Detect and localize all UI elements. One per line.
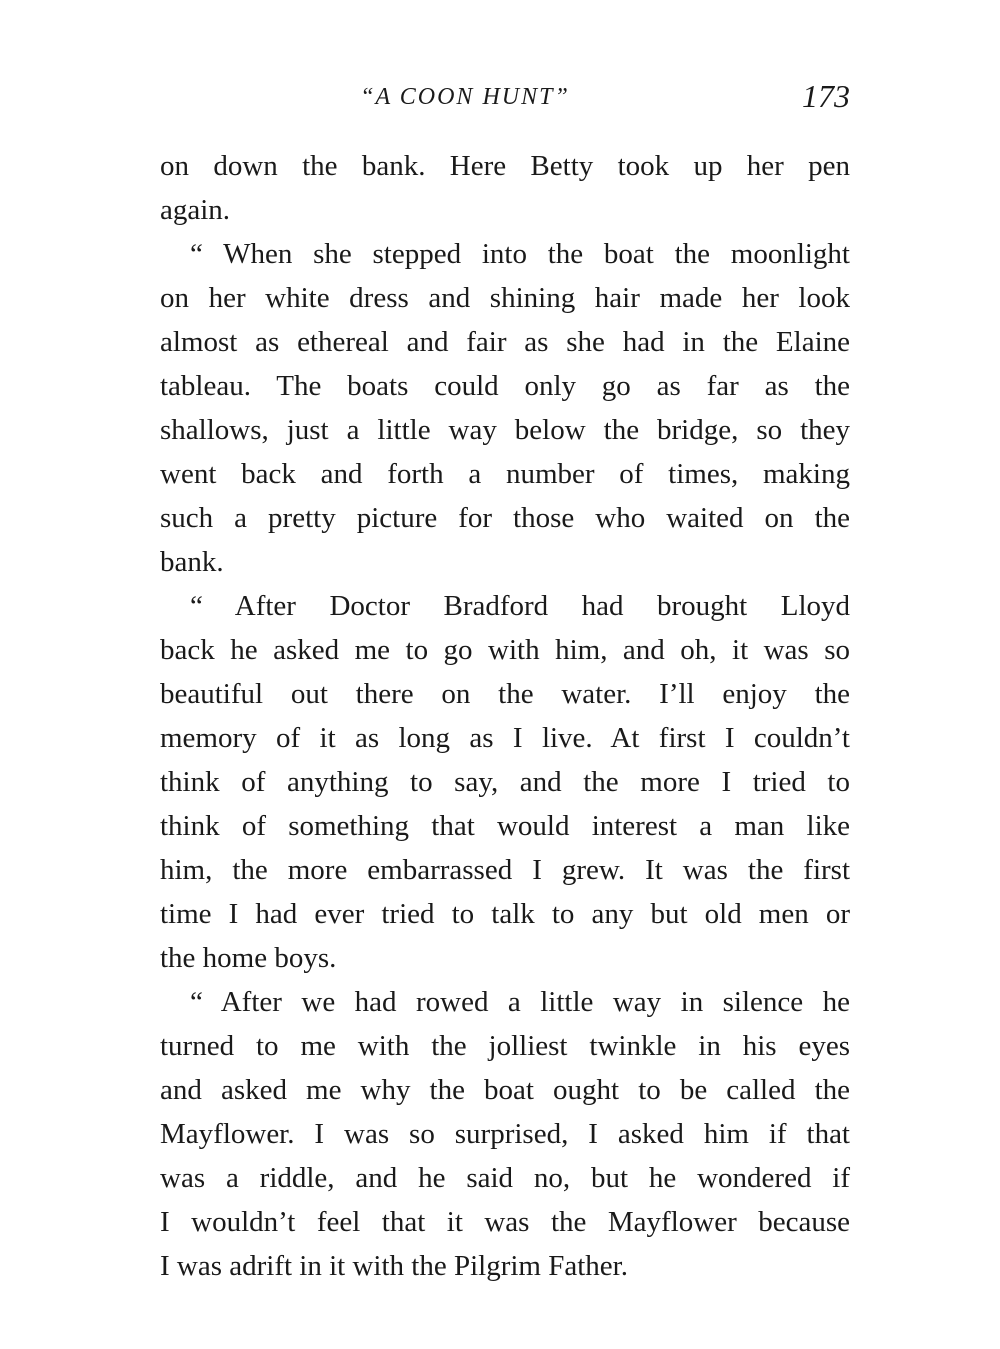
text-line: “ After Doctor Bradford had brought Lloyd bbox=[190, 590, 850, 622]
text-line: “ After we had rowed a little way in silence he bbox=[190, 986, 850, 1018]
text-line: shallows, just a little way below the bridge, so they bbox=[160, 414, 850, 446]
book-page bbox=[160, 78, 850, 1288]
text-line: beautiful out there on the water. I’ll enjoy the bbox=[160, 678, 850, 710]
paragraph bbox=[160, 980, 850, 1288]
text-line: bank. bbox=[160, 546, 224, 578]
text-line: again. bbox=[160, 194, 231, 226]
page-number: 173 bbox=[802, 78, 850, 114]
text-line: back he asked me to go with him, and oh, it was so bbox=[160, 634, 850, 666]
text-line: went back and forth a number of times, making bbox=[160, 458, 850, 490]
text-line: “ When she stepped into the boat the moonlight bbox=[190, 238, 850, 270]
paragraph bbox=[160, 584, 850, 980]
paragraph bbox=[160, 232, 850, 584]
text-line: and asked me why the boat ought to be called the bbox=[160, 1074, 850, 1106]
text-line: almost as ethereal and fair as she had in the Elaine bbox=[160, 326, 850, 358]
text-line: time I had ever tried to talk to any but old men or bbox=[160, 898, 850, 930]
paragraph bbox=[160, 144, 850, 232]
text-line: think of something that would interest a man like bbox=[160, 810, 850, 842]
text-line: was a riddle, and he said no, but he wondered if bbox=[160, 1162, 850, 1194]
text-line: such a pretty picture for those who waited on the bbox=[160, 502, 850, 534]
text-line: memory of it as long as I live. At first I couldn’t bbox=[160, 722, 850, 754]
text-line: turned to me with the jolliest twinkle in his eyes bbox=[160, 1030, 850, 1062]
text-line: Mayflower. I was so surprised, I asked him if that bbox=[160, 1118, 850, 1150]
text-line: on down the bank. Here Betty took up her pen bbox=[160, 150, 850, 182]
text-line: the home boys. bbox=[160, 942, 337, 974]
text-line: I was adrift in it with the Pilgrim Father. bbox=[160, 1250, 628, 1282]
running-title: “A COON HUNT” bbox=[360, 84, 570, 110]
text-line: tableau. The boats could only go as far as the bbox=[160, 370, 850, 402]
text-line: think of anything to say, and the more I tried to bbox=[160, 766, 850, 798]
text-line: I wouldn’t feel that it was the Mayflower because bbox=[160, 1206, 850, 1238]
text-line: him, the more embarrassed I grew. It was the first bbox=[160, 854, 850, 886]
page-header bbox=[160, 78, 850, 138]
body-text bbox=[160, 144, 850, 1288]
text-line: on her white dress and shining hair made her look bbox=[160, 282, 850, 314]
